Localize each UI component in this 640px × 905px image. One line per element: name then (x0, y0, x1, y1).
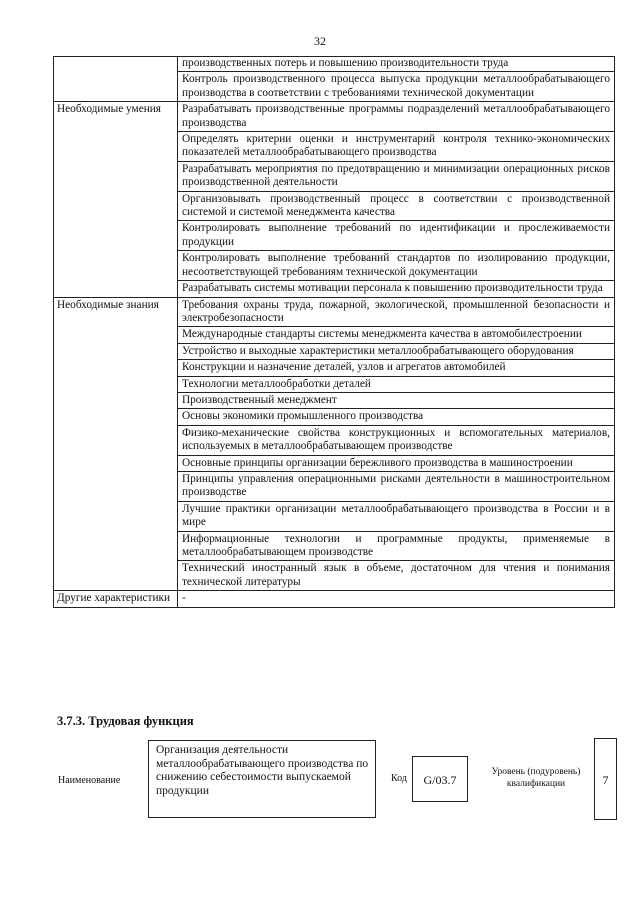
row-item: Информационные технологии и программные продукты, применяемые в металлообрабатывающем производстве (178, 531, 615, 561)
labor-function-name-label: Наименование (58, 775, 121, 786)
row-label: Необходимые умения (54, 102, 178, 297)
row-item: Контроль производственного процесса выпуска продукции металлообрабатывающего производства в соответствии с требованиями технической документации (178, 72, 615, 102)
row-item: Организовывать производственный процесс в соответствии с производственной системой и системой менеджмента качества (178, 191, 615, 221)
labor-function-name-value: Организация деятельности металлообрабатывающего производства по снижению себестоимости выпускаемой продукции (148, 740, 376, 818)
row-item: Определять критерии оценки и инструментарий контроля технико-экономических показателей металлообрабатывающего производства (178, 132, 615, 162)
row-item: Устройство и выходные характеристики металлообрабатывающего оборудования (178, 343, 615, 359)
row-item: Международные стандарты системы менеджмента качества в автомобилестроении (178, 327, 615, 343)
labor-function-code-label: Код (391, 773, 407, 784)
table-row (54, 591, 615, 607)
table-row (54, 297, 615, 327)
row-item: Разрабатывать системы мотивации персонала к повышению производительности труда (178, 281, 615, 297)
row-item: Основные принципы организации бережливого производства в машиностроении (178, 455, 615, 471)
row-item: Контролировать выполнение требований стандартов по изолированию продукции, несоответствующей требованиям технической документации (178, 251, 615, 281)
table-row (54, 102, 615, 132)
row-item: Лучшие практики организации металлообрабатывающего производства в России и в мире (178, 501, 615, 531)
row-item: производственных потерь и повышению производительности труда (178, 57, 615, 72)
row-item: Производственный менеджмент (178, 392, 615, 408)
row-item: Технический иностранный язык в объеме, достаточном для чтения и понимания технической литературы (178, 561, 615, 591)
section-title: 3.7.3. Трудовая функция (57, 714, 194, 728)
requirements-table (53, 56, 615, 608)
row-item: Конструкции и назначение деталей, узлов и агрегатов автомобилей (178, 360, 615, 376)
row-item: - (178, 591, 615, 607)
qualification-level-value: 7 (594, 738, 617, 820)
row-item: Основы экономики промышленного производства (178, 409, 615, 425)
row-item: Требования охраны труда, пожарной, экологической, промышленной безопасности и электробезопасности (178, 297, 615, 327)
labor-function-code-value: G/03.7 (412, 756, 468, 802)
row-item: Контролировать выполнение требований по идентификации и прослеживаемости продукции (178, 221, 615, 251)
row-item: Разрабатывать мероприятия по предотвращению и минимизации операционных рисков производственной деятельности (178, 161, 615, 191)
row-label: Необходимые знания (54, 297, 178, 591)
row-label: Другие характеристики (54, 591, 178, 607)
table-row (54, 57, 615, 72)
page-number: 32 (314, 34, 326, 48)
row-item: Разрабатывать производственные программы подразделений металлообрабатывающего производства (178, 102, 615, 132)
row-item: Принципы управления операционными рисками деятельности в машиностроительном производстве (178, 471, 615, 501)
row-item: Технологии металлообработки деталей (178, 376, 615, 392)
row-label (54, 57, 178, 102)
row-item: Физико-механические свойства конструкционных и вспомогательных материалов, используемых в металлообрабатывающем производстве (178, 425, 615, 455)
qualification-level-label: Уровень (подуровень) квалификации (491, 767, 581, 789)
